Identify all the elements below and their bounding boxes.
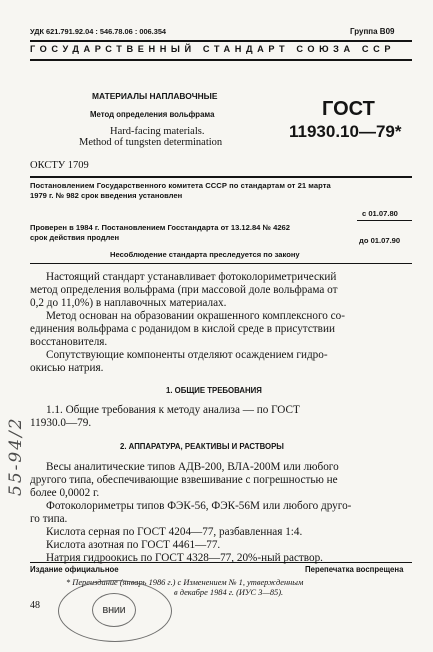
intro-p3-line2: окисью натрия.	[30, 362, 104, 374]
intro-p3-line1: Сопутствующие компоненты отделяют осаждением гидро-	[46, 349, 328, 361]
stamp-center: ВНИИ	[92, 593, 136, 627]
section-2-heading: 2. АППАРАТУРА, РЕАКТИВЫ И РАСТВОРЫ	[120, 442, 284, 451]
intro-p1-line2: метод определения вольфрама (при массовой доле вольфрама от	[30, 284, 338, 296]
decree-line-2: 1979 г. № 982 срок введения установлен	[30, 191, 183, 200]
library-stamp	[58, 580, 172, 642]
standard-banner: ГОСУДАРСТВЕННЫЙ СТАНДАРТ СОЮЗА ССР	[30, 44, 396, 54]
decree-line-1: Постановлением Государственного комитета СССР по стандартам от 21 марта	[30, 181, 331, 190]
footer-rule	[30, 562, 412, 563]
handwritten-margin-note: 55-94/2	[6, 416, 26, 496]
document-title: МАТЕРИАЛЫ НАПЛАВОЧНЫЕ	[92, 91, 218, 101]
effective-date: с 01.07.80	[362, 209, 398, 218]
section-1-text	[30, 404, 412, 430]
section-2-b-line1: Фотоколориметры типов ФЭК-56, ФЭК-56М или любого друго-	[46, 500, 352, 512]
section-1-line2: 11930.0—79.	[30, 417, 92, 429]
decree-rule	[30, 263, 412, 264]
english-title-1: Hard-facing materials.	[110, 126, 205, 137]
official-edition: Издание официальное	[30, 565, 119, 574]
reissue-note-1: * Переиздание (январь 1986 г.) с Изменением № 1, утвержденным	[66, 578, 304, 587]
intro-p2-line2: единения вольфрама с роданидом в кислой среде в присутствии	[30, 323, 335, 335]
legal-notice: Несоблюдение стандарта преследуется по закону	[110, 250, 300, 259]
section-1-heading: 1. ОБЩИЕ ТРЕБОВАНИЯ	[166, 386, 262, 395]
section-2-d: Кислота азотная по ГОСТ 4461—77.	[46, 539, 221, 551]
gost-number: 11930.10—79*	[289, 122, 402, 141]
decree-line-3: Проверен в 1984 г. Постановлением Госстандарта от 13.12.84 № 4262	[30, 223, 290, 232]
section-2-b-line2: го типа.	[30, 513, 68, 525]
reprint-prohibited: Перепечатка воспрещена	[305, 565, 404, 574]
date-underline-1	[357, 220, 412, 221]
intro-p2-line1: Метод основан на образовании окрашенного комплексного со-	[46, 310, 345, 322]
intro-p1-line3: 0,2 до 11,0%) в наплавочных материалах.	[30, 297, 227, 309]
banner-rule	[30, 59, 412, 61]
gost-label: ГОСТ	[322, 98, 375, 120]
title-rule	[30, 176, 412, 178]
page-number: 48	[30, 600, 40, 611]
document-subtitle: Метод определения вольфрама	[90, 110, 215, 119]
section-2-a-line3: более 0,0002 г.	[30, 487, 100, 499]
top-rule	[30, 40, 412, 42]
english-title-2: Method of tungsten determination	[79, 137, 223, 148]
intro-p2-line3: восстановителя.	[30, 336, 108, 348]
intro-text	[30, 271, 412, 375]
section-1-line1: 1.1. Общие требования к методу анализа — по ГОСТ	[46, 404, 300, 416]
group-code: Группа В09	[350, 27, 395, 36]
extension-date: до 01.07.90	[359, 236, 401, 245]
section-2-a-line1: Весы аналитические типов АДВ-200, ВЛА-200М или любого	[46, 461, 339, 473]
section-2-text	[30, 461, 412, 565]
section-2-e: Натрия гидроокись по ГОСТ 4328—77, 20%-ный раствор.	[46, 552, 323, 564]
decree-line-4: срок действия продлен	[30, 233, 120, 242]
reissue-note-2: в декабре 1984 г. (ИУС 3—85).	[174, 588, 284, 597]
intro-p1-line1: Настоящий стандарт устанавливает фотоколориметрический	[46, 271, 337, 283]
udk-code: УДК 621.791.92.04 : 546.78.06 : 006.354	[30, 27, 167, 36]
section-2-a-line2: другого типа, обеспечивающие взвешивание с погрешностью не	[30, 474, 338, 486]
section-2-c: Кислота серная по ГОСТ 4204—77, разбавленная 1:4.	[46, 526, 303, 538]
okstu-code: ОКСТУ 1709	[30, 160, 89, 171]
